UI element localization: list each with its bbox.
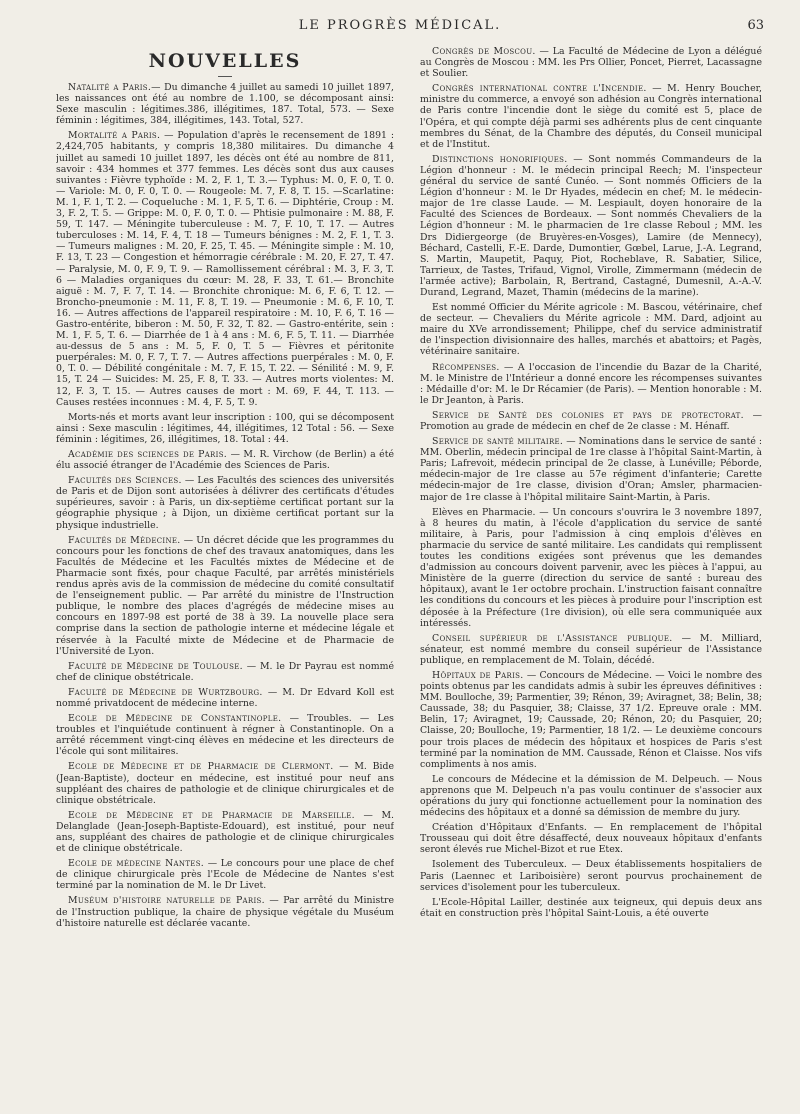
left-column: [56, 46, 394, 1106]
news-lead: Facultés de Médecine.: [68, 534, 181, 546]
section-heading: NOUVELLES: [148, 50, 302, 72]
news-lead: Congrès international contre l'Incendie.: [432, 83, 647, 95]
news-paragraph: [420, 822, 762, 855]
news-lead: Mortalité a Paris.: [68, 130, 161, 142]
news-text: Isolement des Tuberculeux. — Deux établissements hospitaliers de Paris (Laennec et Lariboisière) seront pourvus prochainement de services d'isolement pour les tuberculeux.: [420, 859, 762, 893]
news-text: — Nominations dans le service de santé : MM. Oberlin, médecin principal de 1re classe à l'hôpital Saint-Martin, à Paris; Lafrevoit, médecin principal de 2e classe, à Lunéville; Péborde, médecin-major de 1re classe au 57e régiment d'infanterie; Carette médecin-major de 1re classe, division d'Oran; Amsler, pharmacien-major de 1re classe à l'hôpital militaire Saint-Martin, à Paris.: [420, 436, 762, 503]
news-lead: Service de santé militaire.: [432, 436, 564, 448]
news-paragraph: [56, 858, 394, 891]
news-text: — M. Delanglade (Jean-Joseph-Baptiste-Edouard), est institué, pour neuf ans, suppléant des chaires de pathologie et de clinique chirurgicales et de clinique obstétricale.: [56, 809, 394, 855]
news-lead: Natalité a Paris.—: [68, 82, 161, 93]
right-column: [420, 46, 762, 1106]
news-paragraph: [56, 895, 394, 928]
news-paragraph: [56, 82, 394, 126]
news-text: — Promotion au grade de médecin en chef de 2e classe : M. Hénaff.: [420, 409, 762, 432]
news-paragraph: [420, 633, 762, 666]
news-paragraph: [420, 302, 762, 357]
news-paragraph: [56, 713, 394, 757]
news-lead: Muséum d'histoire naturelle de Paris.: [68, 895, 265, 907]
news-text: Elèves en Pharmacie. — Un concours s'ouvrira le 3 novembre 1897, à 8 heures du matin, à l'école d'application du service de santé militaire, à Paris, pour l'admission à cinq emplois d'élèves en pharmacie du service de santé militaire. Les candidats qui remplissent toutes les conditions exigées sont prévenus que les demandes d'admission au concours doivent parvenir, avec les pièces à l'appui, au Ministère de la guerre (direction du service de santé : bureau des hôpitaux), avant le 1er octobre prochain. L'instruction faisant connaître les conditions du concours et les pièces à produire pour l'inscription est déposée à la Préfecture (1re division), où elle sera communiquée aux intéressés.: [420, 506, 762, 629]
news-lead: Hôpitaux de Paris.: [432, 669, 524, 681]
news-lead: Ecole de médecine Nantes.: [68, 858, 205, 870]
news-text: — M. Milliard, sénateur, est nommé membre du conseil supérieur de l'Assistance publique, en remplacement de M. Tolain, décédé.: [420, 632, 762, 666]
news-text: — Les Facultés des sciences des universités de Paris et de Dijon sont autorisées à délivrer des certificats d'études supérieures, savoir : à Paris, un dix-septième certificat portant sur la géographie physique ; à Dijon, un dixième certificat portant sur la physique industrielle.: [56, 475, 394, 531]
news-text: Du dimanche 4 juillet au samedi 10 juillet 1897, les naissances ont été au nombre de 1.100, se décomposant ainsi: Sexe masculin : légitimes.386, illégitimes, 187. Total, 573. — Sexe féminin : légitimes, 384, illégitimes, 143. Total, 527.: [56, 82, 394, 127]
news-text: Est nommé Officier du Mérite agricole : M. Bascou, vétérinaire, chef de secteur. — Chevaliers du Mérite agricole : MM. Dard, adjoint au maire du XVe arrondissement; Philippe, chef du service administratif de l'inspection divisionnaire des halles, marchés et abattoirs; et Pagès, vétérinaire sanitaire.: [420, 302, 762, 358]
news-paragraph: [420, 362, 762, 406]
news-lead: Facultés des Sciences.: [68, 475, 182, 487]
news-lead: Académie des sciences de Paris.: [68, 449, 228, 460]
news-text: — La Faculté de Médecine de Lyon a délégué au Congrès de Moscou : MM. les Prs Ollier, Poncet, Pierret, Lacassagne et Soulier.: [420, 46, 762, 80]
news-text: — M. le Dr Payrau est nommé chef de clinique obstétricale.: [56, 660, 394, 683]
news-text: — M. Dr Edvard Koll est nommé privatdocent de médecine interne.: [56, 686, 394, 709]
news-text: — Troubles. — Les troubles et l'inquiétude continuent à régner à Constantinople. On a arrêté récemment vingt-cinq élèves en médecine et les directeurs de l'école qui sont militaires.: [56, 713, 394, 758]
news-text: — Par arrêté du Ministre de l'Instruction publique, la chaire de physique végétale du Muséum d'histoire naturelle est déclarée vacante.: [56, 895, 394, 929]
news-lead: Faculté de Médecine de Wurtzbourg.: [68, 686, 263, 698]
news-text: L'Ecole-Hôpital Lailler, destinée aux teigneux, qui depuis deux ans était en construction près l'hôpital Saint-Louis, a été ouverte: [420, 896, 762, 919]
news-lead: Ecole de Médecine et de Pharmacie de Clermont.: [68, 761, 334, 773]
news-lead: Distinctions honorifiques.: [432, 153, 568, 165]
news-text: Le concours de Médecine et la démission de M. Delpeuch. — Nous apprenons que M. Delpeuch n'a pas voulu continuer de s'associer aux opérations du jury qui fonctionne actuellement pour la nomination des médecins des hôpitaux et a donné sa démission de membre du jury.: [420, 773, 762, 819]
news-paragraph: [56, 761, 394, 805]
news-lead: Récompenses.: [432, 361, 500, 373]
news-paragraph: [420, 410, 762, 432]
news-lead: Ecole de Médecine de Constantinople.: [68, 713, 282, 725]
news-paragraph: [420, 670, 762, 770]
news-lead: Congrès de Moscou.: [432, 46, 536, 57]
news-paragraph: [56, 661, 394, 683]
news-text: Création d'Hôpitaux d'Enfants. — En remplacement de l'hôpital Trousseau qui doit être désaffecté, deux nouveaux hôpitaux d'enfants seront élevés rue Michel-Bizot et rue Etex.: [420, 822, 762, 856]
left-paragraphs: [56, 82, 394, 929]
news-paragraph: [56, 412, 394, 445]
news-paragraph: [420, 83, 762, 150]
news-text: — Le concours pour une place de chef de clinique chirurgicale près l'Ecole de Médecine de Nantes s'est terminé par la nomination de M. le Dr Livet.: [56, 858, 394, 892]
news-text: — Population d'après le recensement de 1891 : 2,424,705 habitants, y compris 18,380 militaires. Du dimanche 4 juillet au samedi 10 juillet 1897, les décès ont été au nombre de 811, savoir : 434 hommes et 377 femmes. Les décès sont dus aux causes suivantes : Fièvre typhoïde : M. 2, F. 1, T. 3.— Typhus: M. 0, F. 0, T. 0.— Variole: M. 0, F. 0, T. 0. — Rougeole: M. 7, F. 8, T. 15. —Scarlatine: M. 1, F. 1, T. 2. — Coqueluche : M. 1, F. 5, T. 6. — Diphtérie, Croup : M. 3, F. 2, T. 5. — Grippe: M. 0, F. 0, T. 0. — Phtisie pulmonaire : M. 88, F. 59, T. 147. — Méningite tuberculeuse : M. 7, F. 10, T. 17. — Autres tuberculoses : M. 14, F. 4, T. 18 — Tumeurs bénignes : M. 2, F. 1, T. 3. — Tumeurs malignes : M. 20, F. 25, T. 45. — Méningite simple : M. 10, F. 13, T. 23 — Congestion et hémorragie cérébrale : M. 20, F. 27, T. 47. — Paralysie, M. 0, F. 9, T. 9. — Ramollissement cérébral : M. 3, F. 3, T. 6 — Maladies organiques du cœur: M. 28, F. 33, T. 61.— Bronchite aiguë : M. 7, F. 7, T. 14. — Bronchite chronique: M. 6, F. 6, T. 12. — Broncho-pneumonie : M. 11, F. 8, T. 19. — Pneumonie : M. 6, F. 10, T. 16. — Autres affections de l'appareil respiratoire : M. 10, F. 6, T. 16 — Gastro-entérite, biberon : M. 50, F. 32, T. 82. — Gastro-entérite, sein : M. 1, F. 5, T. 6. — Diarrhée de 1 à 4 ans : M. 6, F. 5, T. 11. — Diarrhée au-dessus de 5 ans : M. 5, F. 0, T. 5 — Fièvres et péritonite puerpérales: M. 0, F. 7, T. 7. — Autres affections puerpérales : M. 0, F. 0, T. 0. — Débilité congénitale : M. 7, F. 15, T. 22. — Sénilité : M. 9, F. 15, T. 24 — Suicides: M. 25, F. 8, T. 33. — Autres morts violentes: M. 12, F. 3, T. 15. — Autres causes de mort : M. 69, F. 44, T. 113. — Causes restées inconnues : M. 4, F. 5, T. 9.: [56, 130, 394, 408]
running-header: [0, 18, 800, 38]
page-number: 63: [747, 18, 764, 33]
news-text: — A l'occasion de l'incendie du Bazar de la Charité, M. le Ministre de l'Intérieur a donné encore les récompenses suivantes : Médaille d'or: M. le Dr Récamier (de Paris). — Mention honorable : M. le Dr Jeanton, à Paris.: [420, 361, 762, 406]
news-paragraph: [420, 897, 762, 919]
news-paragraph: [420, 859, 762, 892]
news-lead: Service de Santé des colonies et pays de protectorat.: [432, 409, 744, 421]
news-lead: Faculté de Médecine de Toulouse.: [68, 660, 243, 672]
heading-rule: [218, 76, 232, 77]
news-paragraph: [420, 507, 762, 629]
right-paragraphs: [420, 46, 762, 919]
news-text: — Sont nommés Commandeurs de la Légion d'honneur : M. le médecin principal Reech; M. l'inspecteur général du service de santé Cunéo. — Sont nommés Officiers de la Légion d'honneur : M. le Dr Hyades, médecin en chef; M. le médecin-major de 1re classe Laude. — M. Lespiault, doyen honoraire de la Faculté des Sciences de Bordeaux. — Sont nommés Chevaliers de la Légion d'honneur : M. le pharmacien de 1re classe Reboul ; MM. les Drs Didiergeorge (de Bruyères-en-Vosges), Lamire (de Mennecy), Béchard, Castelli, F.-E. Darde, Dumontier, Gœbel, Larue, J.-A. Legrand, S. Martin, Maupetit, Paquy, Piot, Rocheblave, R. Sabatier, Silice, Tarrieux, de Tastes, Trifaud, Vignol, Virolle, Zimmermann (médecin de l'armée active); Barbolain, R, Bertrand, Castagné, Dumesnil, A.-A.-V. Durand, Legrand, Mazet, Thamin (médecins de la marine).: [420, 153, 762, 298]
news-text: — Concours de Médecine. — Voici le nombre des points obtenus par les candidats admis à subir les épreuves définitives : MM. Boulloche, 39; Parmentier, 39; Rénon, 39; Aviragnet, 38; Belin, 38; Caussade, 38; du Pasquier, 38; Claisse, 37 1/2. Epreuve orale : MM. Belin, 17; Aviragnet, 19; Caussade, 20; Rénon, 20; du Pasquier, 20; Claisse, 20; Boulloche, 19; Parmentier, 18 1/2. — Le deuxième concours pour trois places de médecin des hôpitaux et hospices de Paris s'est terminé par la nomination de MM. Caussade, Rénon et Claisse. Nos vifs compliments à nos amis.: [420, 669, 762, 770]
news-paragraph: [56, 687, 394, 709]
news-text: — M. Bide (Jean-Baptiste), docteur en médecine, est institué pour neuf ans suppléant des chaires de pathologie et de clinique chirurgicales et de clinique obstétricale.: [56, 761, 394, 806]
news-text: — M. R. Virchow (de Berlin) a été élu associé étranger de l'Académie des Sciences de Paris.: [56, 449, 394, 472]
news-text: Morts-nés et morts avant leur inscription : 100, qui se décomposent ainsi : Sexe masculin : légitimes, 44, illégitimes, 12 Total : 56. — Sexe féminin : légitimes, 26, illégitimes, 18. Total : 44.: [56, 411, 394, 445]
news-paragraph: [56, 535, 394, 657]
news-paragraph: [56, 449, 394, 471]
news-lead: Ecole de Médecine et de Pharmacie de Marseille.: [68, 809, 355, 821]
news-paragraph: [56, 810, 394, 854]
news-text: — M. Henry Boucher, ministre du commerce, a envoyé son adhésion au Congrès international de Paris contre l'incendie dont le siège du comité est 5, place de l'Opéra, et qui compte déjà parmi ses adhérents plus de cent cinquante membres du Sénat, de la Chambre des députés, du Conseil municipal et de l'Institut.: [420, 83, 762, 150]
news-text: — Un décret décide que les programmes du concours pour les fonctions de chef des travaux anatomiques, dans les Facultés de Médecine et les Facultés mixtes de Médecine et de Pharmacie sont fixés, pour chaque Faculté, par arrêtés ministériels rendus après avis de la commission de médecine du comité consultatif de l'enseignement public. — Par arrêté du ministre de l'Instruction publique, le nombre des places d'agrégés de médecine mises au concours en 1897-98 est porté de 38 à 39. La nouvelle place sera comprise dans la section de pathologie interne et médecine légale et réservée à la Faculté mixte de Médecine et de Pharmacie de l'Université de Lyon.: [56, 534, 394, 657]
news-paragraph: [420, 774, 762, 818]
news-paragraph: [420, 436, 762, 503]
news-paragraph: [56, 130, 394, 407]
news-lead: Conseil supérieur de l'Assistance publique.: [432, 632, 673, 644]
news-paragraph: [56, 475, 394, 530]
news-paragraph: [420, 46, 762, 79]
news-paragraph: [420, 154, 762, 298]
journal-title: LE PROGRÈS MÉDICAL.: [298, 18, 502, 33]
